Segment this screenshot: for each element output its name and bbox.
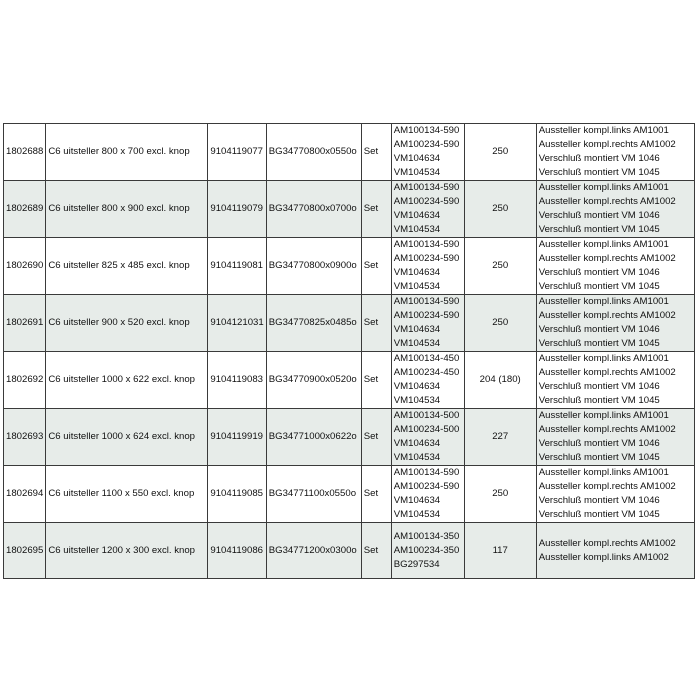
table-row — [4, 523, 695, 579]
quantity-cell: 117 — [464, 523, 536, 579]
article-number-cell: 1802694 — [4, 466, 46, 523]
component-code: AM100234-450 — [393, 367, 460, 378]
part-description: Verschluß montiert VM 1045 — [538, 452, 660, 463]
description-cell: C6 uitsteller 1100 x 550 excl. knop — [46, 466, 208, 523]
part-description: Verschluß montiert VM 1046 — [538, 438, 660, 449]
reference-cell: BG34770825x0485o — [266, 295, 361, 352]
unit-cell: Set — [361, 409, 391, 466]
component-code: AM100134-450 — [393, 353, 460, 364]
parts-description-cell — [536, 238, 694, 295]
component-code: VM104534 — [393, 167, 441, 178]
description-cell: C6 uitsteller 1000 x 622 excl. knop — [46, 352, 208, 409]
component-code: VM104634 — [393, 495, 441, 506]
part-description: Aussteller kompl.links AM1001 — [538, 353, 669, 364]
unit-cell: Set — [361, 124, 391, 181]
component-code: VM104534 — [393, 452, 441, 463]
component-codes-cell — [391, 295, 464, 352]
component-code: VM104534 — [393, 338, 441, 349]
description-cell: C6 uitsteller 825 x 485 excl. knop — [46, 238, 208, 295]
component-code: VM104634 — [393, 267, 441, 278]
part-description: Verschluß montiert VM 1045 — [538, 509, 660, 520]
part-description: Verschluß montiert VM 1046 — [538, 210, 660, 221]
ean-cell: 9104119083 — [208, 352, 266, 409]
table-row — [4, 181, 695, 238]
part-description: Aussteller kompl.rechts AM1002 — [538, 139, 676, 150]
table-row — [4, 466, 695, 523]
quantity-cell: 250 — [464, 238, 536, 295]
component-code: AM100134-590 — [393, 467, 460, 478]
article-number-cell: 1802688 — [4, 124, 46, 181]
part-description: Verschluß montiert VM 1045 — [538, 167, 660, 178]
component-code: AM100234-350 — [393, 544, 460, 556]
part-description: Verschluß montiert VM 1046 — [538, 381, 660, 392]
part-description: Verschluß montiert VM 1046 — [538, 267, 660, 278]
part-description: Aussteller kompl.rechts AM1002 — [538, 481, 676, 492]
quantity-cell: 227 — [464, 409, 536, 466]
component-codes-cell — [391, 181, 464, 238]
unit-cell: Set — [361, 295, 391, 352]
component-code: AM100134-500 — [393, 410, 460, 421]
part-description: Verschluß montiert VM 1045 — [538, 281, 660, 292]
article-number-cell: 1802690 — [4, 238, 46, 295]
component-code: AM100134-590 — [393, 182, 460, 193]
parts-description-cell — [536, 181, 694, 238]
description-cell: C6 uitsteller 800 x 900 excl. knop — [46, 181, 208, 238]
table-row — [4, 409, 695, 466]
article-number-cell: 1802693 — [4, 409, 46, 466]
article-number-cell: 1802695 — [4, 523, 46, 579]
part-description: Aussteller kompl.links AM1001 — [538, 239, 669, 250]
part-description: Aussteller kompl.rechts AM1002 — [538, 196, 676, 207]
ean-cell: 9104119077 — [208, 124, 266, 181]
part-description: Aussteller kompl.rechts AM1002 — [538, 367, 676, 378]
ean-cell: 9104119085 — [208, 466, 266, 523]
component-codes-cell — [391, 124, 464, 181]
component-code: VM104534 — [393, 224, 441, 235]
part-description: Verschluß montiert VM 1045 — [538, 395, 660, 406]
quantity-cell: 204 (180) — [464, 352, 536, 409]
part-description: Aussteller kompl.links AM1001 — [538, 182, 669, 193]
quantity-cell: 250 — [464, 466, 536, 523]
quantity-cell: 250 — [464, 124, 536, 181]
reference-cell: BG34770800x0700o — [266, 181, 361, 238]
table-row — [4, 238, 695, 295]
component-codes-cell — [391, 466, 464, 523]
article-number-cell: 1802692 — [4, 352, 46, 409]
parts-description-cell — [536, 523, 694, 579]
component-code: AM100234-590 — [393, 481, 460, 492]
parts-description-cell — [536, 295, 694, 352]
ean-cell: 9104119081 — [208, 238, 266, 295]
reference-cell: BG34770900x0520o — [266, 352, 361, 409]
unit-cell: Set — [361, 352, 391, 409]
description-cell: C6 uitsteller 900 x 520 excl. knop — [46, 295, 208, 352]
reference-cell: BG34770800x0900o — [266, 238, 361, 295]
ean-cell: 9104119079 — [208, 181, 266, 238]
unit-cell: Set — [361, 523, 391, 579]
part-description: Aussteller kompl.links AM1001 — [538, 467, 669, 478]
table-row — [4, 295, 695, 352]
unit-cell: Set — [361, 466, 391, 523]
component-code: VM104634 — [393, 381, 441, 392]
parts-table — [3, 123, 695, 579]
parts-description-cell — [536, 466, 694, 523]
part-description: Aussteller kompl.rechts AM1002 — [538, 310, 676, 321]
component-code: AM100234-500 — [393, 424, 460, 435]
parts-description-cell — [536, 409, 694, 466]
component-code: VM104534 — [393, 509, 441, 520]
table-row — [4, 124, 695, 181]
reference-cell: BG34771200x0300o — [266, 523, 361, 579]
part-description: Verschluß montiert VM 1045 — [538, 224, 660, 235]
component-code: AM100134-590 — [393, 296, 460, 307]
component-codes-cell — [391, 523, 464, 579]
part-description: Aussteller kompl.links AM1001 — [538, 296, 669, 307]
ean-cell: 9104119919 — [208, 409, 266, 466]
component-code: AM100134-350 — [393, 530, 460, 542]
component-code: AM100234-590 — [393, 310, 460, 321]
component-code: VM104634 — [393, 438, 441, 449]
component-codes-cell — [391, 238, 464, 295]
reference-cell: BG34770800x0550o — [266, 124, 361, 181]
quantity-cell: 250 — [464, 295, 536, 352]
article-number-cell: 1802689 — [4, 181, 46, 238]
component-code: VM104634 — [393, 153, 441, 164]
table-row — [4, 352, 695, 409]
component-code: AM100234-590 — [393, 253, 460, 264]
component-code: AM100134-590 — [393, 125, 460, 136]
part-description: Aussteller kompl.rechts AM1002 — [538, 253, 676, 264]
part-description: Verschluß montiert VM 1046 — [538, 495, 660, 506]
description-cell: C6 uitsteller 1000 x 624 excl. knop — [46, 409, 208, 466]
ean-cell: 9104119086 — [208, 523, 266, 579]
component-code: VM104634 — [393, 210, 441, 221]
reference-cell: BG34771100x0550o — [266, 466, 361, 523]
component-codes-cell — [391, 409, 464, 466]
article-number-cell: 1802691 — [4, 295, 46, 352]
description-cell: C6 uitsteller 1200 x 300 excl. knop — [46, 523, 208, 579]
unit-cell: Set — [361, 238, 391, 295]
parts-description-cell — [536, 352, 694, 409]
component-code: AM100234-590 — [393, 139, 460, 150]
part-description: Aussteller kompl.rechts AM1002 — [538, 537, 676, 549]
part-description: Aussteller kompl.links AM1002 — [538, 551, 669, 563]
component-code: AM100234-590 — [393, 196, 460, 207]
parts-description-cell — [536, 124, 694, 181]
part-description: Aussteller kompl.links AM1001 — [538, 410, 669, 421]
part-description: Verschluß montiert VM 1045 — [538, 338, 660, 349]
part-description: Aussteller kompl.rechts AM1002 — [538, 424, 676, 435]
part-description: Aussteller kompl.links AM1001 — [538, 125, 669, 136]
component-codes-cell — [391, 352, 464, 409]
part-description: Verschluß montiert VM 1046 — [538, 153, 660, 164]
part-description: Verschluß montiert VM 1046 — [538, 324, 660, 335]
quantity-cell: 250 — [464, 181, 536, 238]
ean-cell: 9104121031 — [208, 295, 266, 352]
component-code: VM104534 — [393, 281, 441, 292]
unit-cell: Set — [361, 181, 391, 238]
description-cell: C6 uitsteller 800 x 700 excl. knop — [46, 124, 208, 181]
table-body — [4, 124, 695, 579]
reference-cell: BG34771000x0622o — [266, 409, 361, 466]
component-code: VM104534 — [393, 395, 441, 406]
component-code: AM100134-590 — [393, 239, 460, 250]
component-code: BG297534 — [393, 558, 440, 570]
component-code: VM104634 — [393, 324, 441, 335]
